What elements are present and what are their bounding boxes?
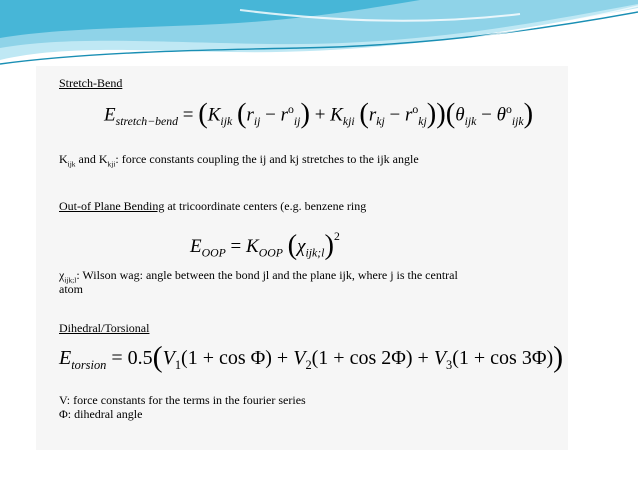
oop-description-line1: $\chi_{ijk;l}$: Wilson wag: angle between the bond jl and the plane ijk, where j is the central — [59, 268, 458, 285]
dihedral-heading: Dihedral/Torsional — [59, 321, 150, 335]
oop-equation: $E_{OOP} = K_{OOP}$ $(\chi_{ijk;l})^2$ — [190, 230, 340, 262]
oop-description-line2: atom — [59, 282, 83, 296]
torsion-description-v: V: force constants for the terms in the fourier series — [59, 393, 306, 407]
torsion-description-phi: Φ: dihedral angle — [59, 407, 143, 421]
stretch-bend-description: $K_{ijk}$ and $K_{kji}$: force constants coupling the ij and kj stretches to the ijk angle — [59, 152, 419, 169]
torsion-equation: $E_{torsion} = 0.5(V_1(1 + \cos \Phi) + V_2(1 + \cos 2\Phi) + V_3(1 + \cos 3\Phi))$ — [59, 340, 564, 374]
stretch-bend-heading: Stretch-Bend — [59, 76, 123, 90]
oop-heading: Out-of Plane Bending at tricoordinate centers (e.g. benzene ring — [59, 199, 367, 213]
stretch-bend-equation: $E_{stretch-bend} = (K_{ijk}$ $(r_{ij} - r^o_{ij}) + K_{kji}$ $(r_{kj} - r^o_{kj}))(\theta_{ijk} - \theta^o_{ijk})$ — [104, 98, 534, 130]
